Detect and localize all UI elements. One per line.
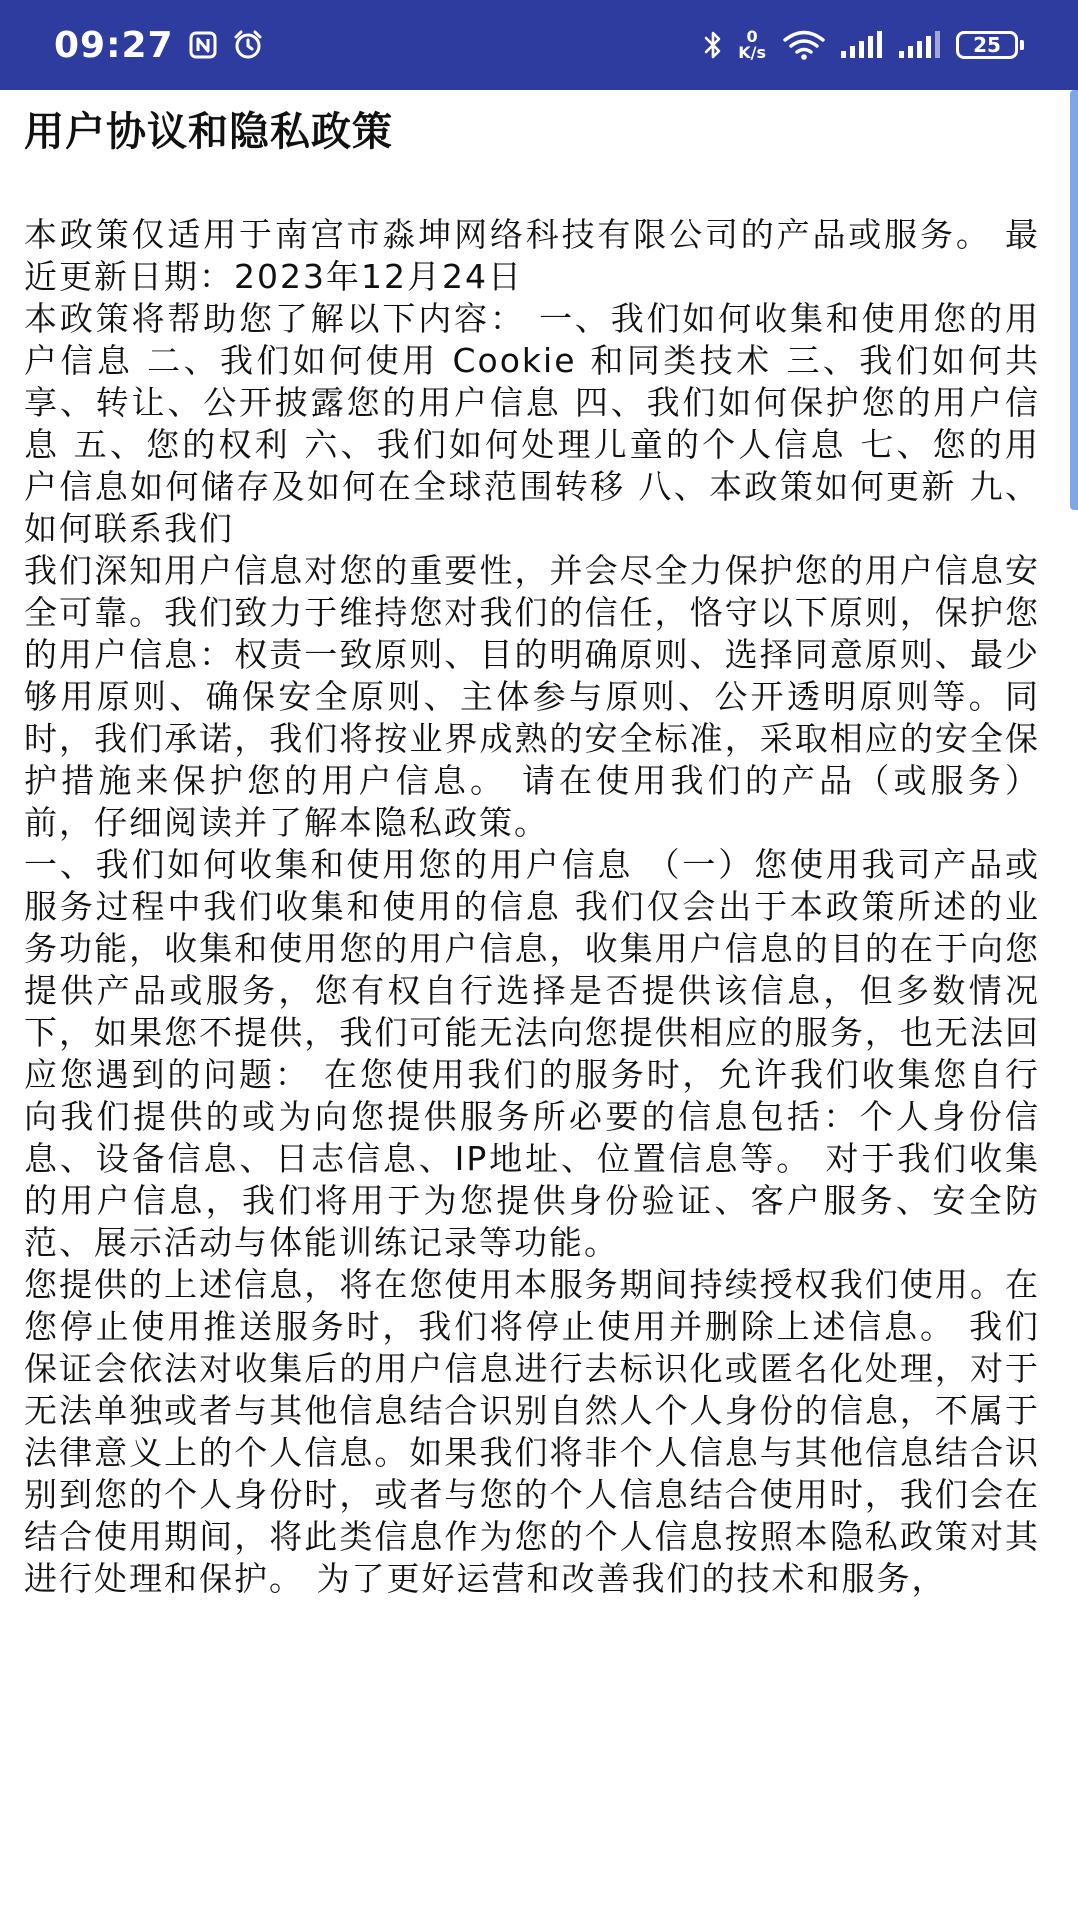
signal-icon xyxy=(840,30,884,60)
net-speed-value: 0 xyxy=(746,27,758,46)
bluetooth-icon xyxy=(702,29,724,61)
battery-tip xyxy=(1020,40,1024,50)
status-time: 09:27 xyxy=(54,24,174,66)
page-title: 用户协议和隐私政策 xyxy=(24,109,393,155)
policy-paragraph: 一、我们如何收集和使用您的用户信息 （一）您使用我司产品或服务过程中我们收集和使用的信息 我们仅会出于本政策所述的业务功能，收集和使用您的用户信息，收集用户信息的目的在于向您提供产品或服务，您有权自行选择是否提供该信息，但多数情况下，如果您不提供，我们可能无法向您提供相应的服务，也无法回应您遇到的问题： 在您使用我们的服务时，允许我们收集您自行向我们提供的或为向您提供服务所必要的信息包括：个人身份信息、设备信息、日志信息、IP地址、位置信息等。 对于我们收集的用户信息，我们将用于为您提供身份验证、客户服务、安全防范、展示活动与体能训练记录等功能。 xyxy=(24,845,1040,1262)
net-speed xyxy=(738,29,766,61)
signal-icon xyxy=(898,30,942,60)
wifi-icon xyxy=(782,29,826,61)
status-right xyxy=(702,29,1024,61)
policy-content[interactable] xyxy=(0,90,1078,1918)
nfc-icon xyxy=(188,30,218,60)
battery-level: 25 xyxy=(956,31,1018,59)
policy-paragraph: 您提供的上述信息，将在您使用本服务期间持续授权我们使用。在您停止使用推送服务时，我们将停止使用并删除上述信息。 我们保证会依法对收集后的用户信息进行去标识化或匿名化处理，对于无法单独或者与其他信息结合识别自然人个人身份的信息，不属于法律意义上的个人信息。如果我们将非个人信息与其他信息结合识别到您的个人身份时，或者与您的个人信息结合使用时，我们会在结合使用期间，将此类信息作为您的个人信息按照本隐私政策对其进行处理和保护。 为了更好运营和改善我们的技术和服务， xyxy=(24,1265,1040,1598)
policy-paragraph: 本政策仅适用于南宫市淼坤网络科技有限公司的产品或服务。 最近更新日期：2023年12月24日 xyxy=(24,215,1040,296)
policy-paragraph: 我们深知用户信息对您的重要性，并会尽全力保护您的用户信息安全可靠。我们致力于维持您对我们的信任，恪守以下原则，保护您的用户信息：权责一致原则、目的明确原则、选择同意原则、最少够用原则、确保安全原则、主体参与原则、公开透明原则等。同时，我们承诺，我们将按业界成熟的安全标准，采取相应的安全保护措施来保护您的用户信息。 请在使用我们的产品（或服务）前，仔细阅读并了解本隐私政策。 xyxy=(24,551,1040,842)
alarm-icon xyxy=(232,29,264,61)
net-speed-unit: K/s xyxy=(738,43,766,62)
status-bar xyxy=(0,0,1078,90)
policy-paragraph: 本政策将帮助您了解以下内容： 一、我们如何收集和使用您的用户信息 二、我们如何使用 Cookie 和同类技术 三、我们如何共享、转让、公开披露您的用户信息 四、我们如何保护您的用户信息 五、您的权利 六、我们如何处理儿童的个人信息 七、您的用户信息如何储存及如何在全球范围转移 八、本政策如何更新 九、如何联系我们 xyxy=(24,299,1040,548)
battery-icon xyxy=(956,31,1024,59)
status-left xyxy=(54,25,264,66)
